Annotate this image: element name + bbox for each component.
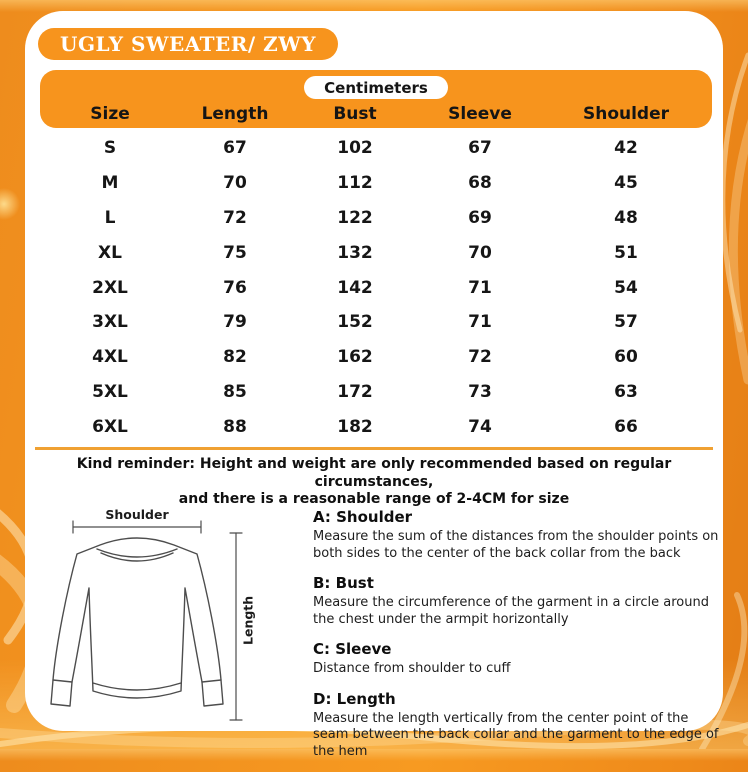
column-header-bust: Bust [333, 104, 377, 124]
table-cell: 67 [223, 138, 247, 159]
table-cell: 71 [468, 277, 492, 298]
table-cell: 48 [614, 207, 638, 228]
table-cell: 3XL [92, 312, 128, 333]
table-cell: 162 [337, 347, 373, 368]
table-cell: 75 [223, 242, 247, 263]
reminder-line-2: and there is a reasonable range of 2-4CM for size [178, 491, 570, 507]
table-cell: 63 [614, 381, 638, 402]
shoulder-measure-label: Shoulder [105, 507, 169, 522]
column-header-sleeve: Sleeve [448, 104, 512, 124]
table-cell: 88 [223, 416, 247, 437]
table-row [40, 340, 712, 375]
measurement-guide [313, 508, 727, 772]
table-cell: 66 [614, 416, 638, 437]
reminder-line-1: Kind reminder: Height and weight are only recommended based on regular circumstances, [76, 456, 672, 490]
table-cell: 51 [614, 242, 638, 263]
column-header-shoulder: Shoulder [582, 104, 670, 124]
table-cell: 172 [337, 381, 373, 402]
guide-body: Measure the circumference of the garment in a circle around the chest under the armpit horizontally [313, 595, 709, 627]
table-cell: 79 [223, 312, 247, 333]
table-cell: 85 [223, 381, 247, 402]
table-cell: 112 [337, 173, 373, 194]
table-cell: 182 [337, 416, 373, 437]
sweater-measurement-diagram [40, 505, 305, 727]
guide-section-length [313, 690, 727, 761]
table-cell: XL [98, 242, 122, 263]
table-cell: 5XL [92, 381, 128, 402]
table-cell: 122 [337, 207, 373, 228]
table-cell: 54 [614, 277, 638, 298]
unit-badge: Centimeters [304, 76, 448, 99]
table-cell: 69 [468, 207, 492, 228]
table-cell: 42 [614, 138, 638, 159]
table-cell: 82 [223, 347, 247, 368]
table-cell: 74 [468, 416, 492, 437]
guide-body: Distance from shoulder to cuff [313, 661, 511, 676]
table-row [40, 235, 712, 270]
table-cell: 70 [223, 173, 247, 194]
table-cell: L [104, 207, 116, 228]
guide-body: Measure the length vertically from the center point of the seam between the back collar and the garment to the edge of the hem [313, 710, 719, 759]
table-cell: 57 [614, 312, 638, 333]
table-cell: 152 [337, 312, 373, 333]
table-row [40, 305, 712, 340]
section-divider [35, 447, 713, 450]
table-cell: 60 [614, 347, 638, 368]
column-header-size: Size [90, 104, 130, 124]
table-row [40, 375, 712, 410]
table-cell: 45 [614, 173, 638, 194]
table-cell: 72 [223, 207, 247, 228]
sweater-outline-drawing [40, 505, 305, 727]
table-cell: 67 [468, 138, 492, 159]
table-row [40, 270, 712, 305]
table-header-row [40, 102, 712, 126]
product-title: UGLY SWEATER/ ZWY [60, 32, 316, 56]
size-chart-card [25, 11, 723, 759]
guide-heading: A: Shoulder [313, 508, 413, 526]
guide-section-sleeve [313, 640, 727, 678]
product-title-badge [38, 28, 338, 60]
table-cell: 68 [468, 173, 492, 194]
guide-section-shoulder [313, 508, 727, 562]
column-header-length: Length [201, 104, 269, 124]
table-cell: 71 [468, 312, 492, 333]
guide-heading: B: Bust [313, 574, 374, 592]
guide-section-bust [313, 574, 727, 628]
table-cell: 76 [223, 277, 247, 298]
table-cell: 70 [468, 242, 492, 263]
table-row [40, 166, 712, 201]
guide-body: Measure the sum of the distances from the shoulder points on both sides to the center of the back collar from the back [313, 529, 719, 561]
table-cell: 4XL [92, 347, 128, 368]
table-row [40, 409, 712, 444]
guide-heading: D: Length [313, 689, 396, 708]
table-row [40, 201, 712, 236]
table-cell: 73 [468, 381, 492, 402]
table-cell: 132 [337, 242, 373, 263]
table-cell: S [103, 138, 117, 159]
kind-reminder-note [25, 456, 723, 509]
size-table-body [40, 131, 712, 444]
guide-heading: C: Sleeve [313, 640, 392, 658]
table-cell: 102 [337, 138, 373, 159]
table-cell: 2XL [92, 277, 128, 298]
table-cell: M [101, 173, 119, 194]
table-cell: 6XL [92, 416, 128, 437]
length-measure-label: Length [240, 595, 256, 645]
table-row [40, 131, 712, 166]
table-header-bar [40, 70, 712, 128]
table-cell: 142 [337, 277, 373, 298]
table-cell: 72 [468, 347, 492, 368]
